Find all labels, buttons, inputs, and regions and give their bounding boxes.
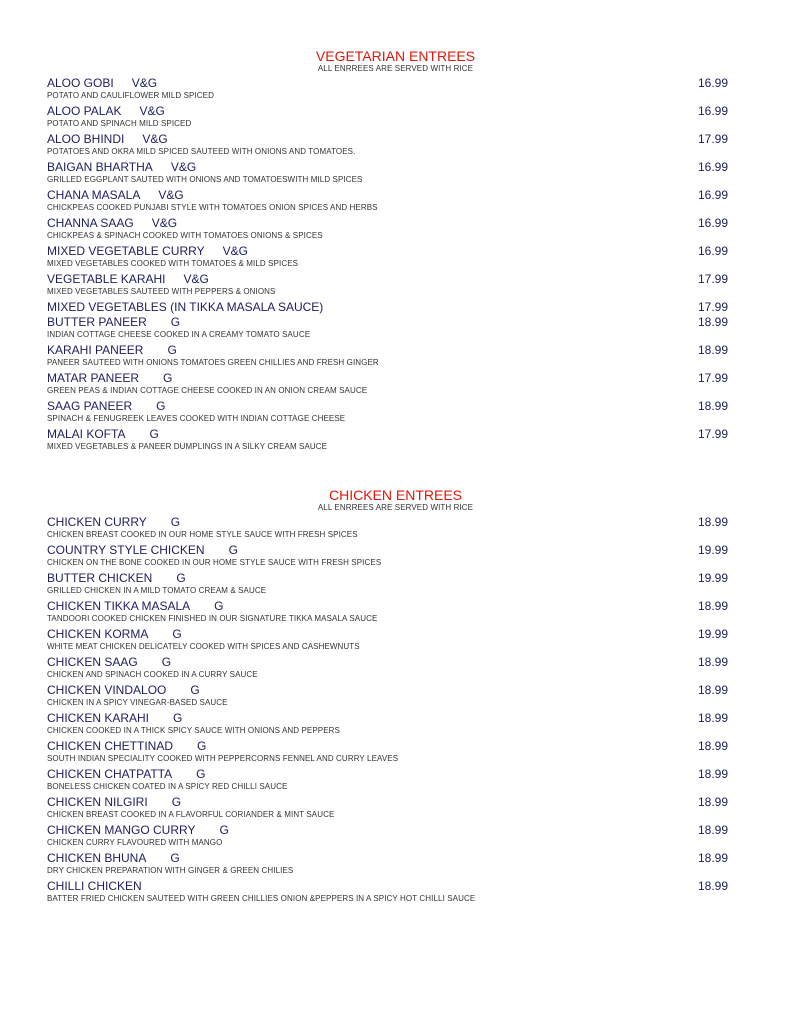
menu-item-price: 18.99 xyxy=(697,851,728,865)
menu-item-name: CHANA MASALA xyxy=(47,188,141,202)
menu-item xyxy=(47,655,728,683)
menu-item xyxy=(47,627,728,655)
menu-item-price: 16.99 xyxy=(697,216,728,230)
dietary-tag: G xyxy=(176,571,186,585)
menu-item-row xyxy=(47,343,728,358)
menu-item-name: CHICKEN MANGO CURRY xyxy=(47,823,196,837)
menu-item-price: 18.99 xyxy=(697,515,728,529)
menu-item-price: 17.99 xyxy=(697,272,728,286)
menu-item-description: POTATOES AND OKRA MILD SPICED SAUTEED WITH ONIONS AND TOMATOES. xyxy=(47,147,356,156)
menu-item xyxy=(47,244,728,272)
dietary-tag: V&G xyxy=(170,160,197,174)
dietary-tag: V&G xyxy=(151,216,178,230)
menu-item-description: GRILLED EGGPLANT SAUTED WITH ONIONS AND TOMATOESWITH MILD SPICES xyxy=(47,175,363,184)
menu-item xyxy=(47,851,728,879)
dietary-tag: V&G xyxy=(222,244,248,258)
menu-item-price: 19.99 xyxy=(697,571,728,585)
menu-item-row xyxy=(47,216,728,231)
menu-item xyxy=(47,188,728,216)
menu-item-price: 16.99 xyxy=(697,160,728,174)
dietary-tag: V&G xyxy=(183,272,209,286)
menu-item-price: 17.99 xyxy=(697,427,728,441)
dietary-tag: G xyxy=(170,515,181,529)
dietary-tag: G xyxy=(167,343,177,357)
menu-item xyxy=(47,315,728,343)
dietary-tag: V&G xyxy=(142,132,168,146)
menu-item-row xyxy=(47,795,728,810)
dietary-tag: V&G xyxy=(131,76,158,90)
menu-item xyxy=(47,371,728,399)
menu-item-name: CHICKEN KORMA xyxy=(47,627,149,641)
dietary-tag: G xyxy=(197,739,207,753)
menu-item-name: COUNTRY STYLE CHICKEN xyxy=(47,543,205,557)
menu-item-name: CHICKEN KARAHI xyxy=(47,711,150,725)
menu-item-price: 17.99 xyxy=(697,371,728,385)
menu-item-price: 19.99 xyxy=(697,543,728,557)
menu-item-row xyxy=(47,76,728,91)
dietary-tag: G xyxy=(163,371,173,385)
menu-item-price: 18.99 xyxy=(697,823,728,837)
menu-item-row xyxy=(47,515,728,530)
menu-item xyxy=(47,711,728,739)
menu-item-description: PANEER SAUTEED WITH ONIONS TOMATOES GREEN CHILLIES AND FRESH GINGER xyxy=(47,358,379,367)
menu-item-row xyxy=(47,104,728,119)
menu-item-row xyxy=(47,683,728,698)
menu-item-price: 18.99 xyxy=(697,343,728,357)
menu-item-price: 16.99 xyxy=(697,76,728,90)
dietary-tag: G xyxy=(171,795,182,809)
menu-item-description: CHICKEN IN A SPICY VINEGAR-BASED SAUCE xyxy=(47,698,228,707)
chicken-item-list xyxy=(0,515,791,907)
menu-item xyxy=(47,823,728,851)
menu-item-price: 18.99 xyxy=(697,599,728,613)
menu-item-description: CHICKPEAS & SPINACH COOKED WITH TOMATOES ONIONS & SPICES xyxy=(47,231,323,240)
menu-item xyxy=(47,515,728,543)
menu-item-price: 16.99 xyxy=(697,244,728,258)
menu-item xyxy=(47,132,728,160)
menu-item-description: GREEN PEAS & INDIAN COTTAGE CHEESE COOKED IN AN ONION CREAM SAUCE xyxy=(47,386,368,395)
menu-item xyxy=(47,599,728,627)
menu-item-description: GRILLED CHICKEN IN A MILD TOMATO CREAM & SAUCE xyxy=(47,586,267,595)
menu-item-description: POTATO AND CAULIFLOWER MILD SPICED xyxy=(47,91,214,100)
menu-item-row xyxy=(47,160,728,175)
menu-item-description: TANDOORI COOKED CHICKEN FINISHED IN OUR SIGNATURE TIKKA MASALA SAUCE xyxy=(47,614,378,623)
menu-item-name: CHICKEN SAAG xyxy=(47,655,138,669)
menu-item-description: CHICKEN COOKED IN A THICK SPICY SAUCE WITH ONIONS AND PEPPERS xyxy=(47,726,340,735)
dietary-tag: V&G xyxy=(158,188,184,202)
dietary-tag: G xyxy=(173,711,183,725)
menu-item xyxy=(47,683,728,711)
dietary-tag: G xyxy=(161,655,172,669)
section-title: CHICKEN ENTREES xyxy=(328,487,463,503)
dietary-tag: G xyxy=(190,683,200,697)
dietary-tag: G xyxy=(219,823,229,837)
menu-item xyxy=(47,343,728,371)
menu-item-name: MATAR PANEER xyxy=(47,371,140,385)
section-title: VEGETARIAN ENTREES xyxy=(315,48,476,64)
menu-item-row xyxy=(47,543,728,558)
menu-item xyxy=(47,272,728,300)
menu-item-name: VEGETABLE KARAHI xyxy=(47,272,166,286)
menu-item-row xyxy=(47,399,728,414)
menu-item-name: MALAI KOFTA xyxy=(47,427,126,441)
menu-item-name: CHICKEN TIKKA MASALA xyxy=(47,599,191,613)
menu-item-description: BONELESS CHICKEN COATED IN A SPICY RED CHILLI SAUCE xyxy=(47,782,288,791)
menu-item-name: CHICKEN NILGIRI xyxy=(47,795,148,809)
menu-item-price: 17.99 xyxy=(697,300,728,314)
menu-item-description: INDIAN COTTAGE CHEESE COOKED IN A CREAMY TOMATO SAUCE xyxy=(47,330,311,339)
menu-item xyxy=(47,571,728,599)
menu-item-price: 18.99 xyxy=(697,879,728,893)
menu-item-row xyxy=(47,272,728,287)
menu-item-description: BATTER FRIED CHICKEN SAUTEED WITH GREEN CHILLIES ONION &PEPPERS IN A SPICY HOT CHILLI SAUCE xyxy=(47,894,476,903)
menu-item-price: 18.99 xyxy=(697,399,728,413)
menu-item-row xyxy=(47,851,728,866)
menu-item xyxy=(47,399,728,427)
menu-item-description: WHITE MEAT CHICKEN DELICATELY COOKED WITH SPICES AND CASHEWNUTS xyxy=(47,642,360,651)
menu-item-row xyxy=(47,315,728,330)
menu-item-description: CHICKEN AND SPINACH COOKED IN A CURRY SAUCE xyxy=(47,670,258,679)
dietary-tag: G xyxy=(149,427,159,441)
menu-item xyxy=(47,795,728,823)
menu-item-name: CHICKEN VINDALOO xyxy=(47,683,167,697)
menu-item-row xyxy=(47,244,728,259)
menu-item-price: 18.99 xyxy=(697,683,728,697)
dietary-tag: G xyxy=(228,543,238,557)
menu-item-row xyxy=(47,879,728,894)
menu-item-name: CHILLI CHICKEN xyxy=(47,879,142,893)
menu-item-row xyxy=(47,739,728,754)
menu-item-price: 16.99 xyxy=(697,188,728,202)
menu-item xyxy=(47,104,728,132)
dietary-tag: V&G xyxy=(139,104,165,118)
dietary-tag: G xyxy=(172,627,182,641)
menu-item-name: CHICKEN BHUNA xyxy=(47,851,147,865)
menu-item-row xyxy=(47,132,728,147)
menu-item-name: CHANNA SAAG xyxy=(47,216,134,230)
vegetarian-section xyxy=(0,48,791,455)
menu-item xyxy=(47,160,728,188)
menu-item xyxy=(47,427,728,455)
menu-item-name: ALOO GOBI xyxy=(47,76,114,90)
menu-item xyxy=(47,739,728,767)
menu-item-price: 17.99 xyxy=(697,132,728,146)
menu-item xyxy=(47,216,728,244)
menu-item-name: CHICKEN CHATPATTA xyxy=(47,767,173,781)
menu-item-price: 16.99 xyxy=(697,104,728,118)
menu-item-name: BUTTER PANEER xyxy=(47,315,147,329)
menu-item xyxy=(47,543,728,571)
menu-item-name: MIXED VEGETABLES (IN TIKKA MASALA SAUCE) xyxy=(47,300,324,314)
menu-item-row xyxy=(47,823,728,838)
menu-item xyxy=(47,879,728,907)
menu-item-price: 18.99 xyxy=(697,655,728,669)
menu-item xyxy=(47,300,728,315)
menu-item-price: 18.99 xyxy=(697,315,728,329)
menu-item-price: 18.99 xyxy=(697,739,728,753)
menu-item-description: CHICKEN BREAST COOKED IN OUR HOME STYLE SAUCE WITH FRESH SPICES xyxy=(47,530,358,539)
menu-item-row xyxy=(47,655,728,670)
menu-item-description: MIXED VEGETABLES COOKED WITH TOMATOES & MILD SPICES xyxy=(47,259,299,268)
menu-item-description: CHICKPEAS COOKED PUNJABI STYLE WITH TOMATOES ONION SPICES AND HERBS xyxy=(47,203,378,212)
menu-item-name: BUTTER CHICKEN xyxy=(47,571,153,585)
menu-item-name: ALOO PALAK xyxy=(47,104,122,118)
menu-item-name: MIXED VEGETABLE CURRY xyxy=(47,244,205,258)
menu-item-description: MIXED VEGETABLES & PANEER DUMPLINGS IN A SILKY CREAM SAUCE xyxy=(47,442,328,451)
menu-item-row xyxy=(47,767,728,782)
menu-item-description: CHICKEN CURRY FLAVOURED WITH MANGO xyxy=(47,838,223,847)
menu-item-name: SAAG PANEER xyxy=(47,399,133,413)
dietary-tag: G xyxy=(214,599,224,613)
menu-item-name: CHICKEN CURRY xyxy=(47,515,147,529)
menu-item-name: KARAHI PANEER xyxy=(47,343,144,357)
menu-item-description: SPINACH & FENUGREEK LEAVES COOKED WITH INDIAN COTTAGE CHEESE xyxy=(47,414,346,423)
section-subtitle: ALL ENRREES ARE SERVED WITH RICE xyxy=(317,503,474,512)
dietary-tag: G xyxy=(196,767,206,781)
menu-item-description: SOUTH INDIAN SPECIALITY COOKED WITH PEPPERCORNS FENNEL AND CURRY LEAVES xyxy=(47,754,399,763)
menu-item-name: ALOO BHINDI xyxy=(47,132,125,146)
menu-item-name: CHICKEN CHETTINAD xyxy=(47,739,174,753)
menu-item-row xyxy=(47,599,728,614)
dietary-tag: G xyxy=(156,399,166,413)
menu-item-name: BAIGAN BHARTHA xyxy=(47,160,153,174)
menu-item-row xyxy=(47,571,728,586)
dietary-tag: G xyxy=(170,315,181,329)
menu-item-row xyxy=(47,300,728,315)
chicken-section xyxy=(0,487,791,907)
vegetarian-item-list xyxy=(0,76,791,455)
menu-item-description: POTATO AND SPINACH MILD SPICED xyxy=(47,119,192,128)
menu-item xyxy=(47,76,728,104)
menu-item-description: CHICKEN BREAST COOKED IN A FLAVORFUL CORIANDER & MINT SAUCE xyxy=(47,810,335,819)
dietary-tag: G xyxy=(170,851,180,865)
menu-item-row xyxy=(47,371,728,386)
menu-item-row xyxy=(47,627,728,642)
menu-item-row xyxy=(47,711,728,726)
menu-item-description: DRY CHICKEN PREPARATION WITH GINGER & GREEN CHILIES xyxy=(47,866,294,875)
menu-item xyxy=(47,767,728,795)
menu-item-price: 18.99 xyxy=(697,711,728,725)
section-subtitle: ALL ENRREES ARE SERVED WITH RICE xyxy=(317,64,474,73)
menu-item-description: CHICKEN ON THE BONE COOKED IN OUR HOME STYLE SAUCE WITH FRESH SPICES xyxy=(47,558,382,567)
menu-item-description: MIXED VEGETABLES SAUTEED WITH PEPPERS & ONIONS xyxy=(47,287,276,296)
menu-item-price: 19.99 xyxy=(697,627,728,641)
menu-item-price: 18.99 xyxy=(697,795,728,809)
menu-item-row xyxy=(47,427,728,442)
menu-item-price: 18.99 xyxy=(697,767,728,781)
menu-item-row xyxy=(47,188,728,203)
